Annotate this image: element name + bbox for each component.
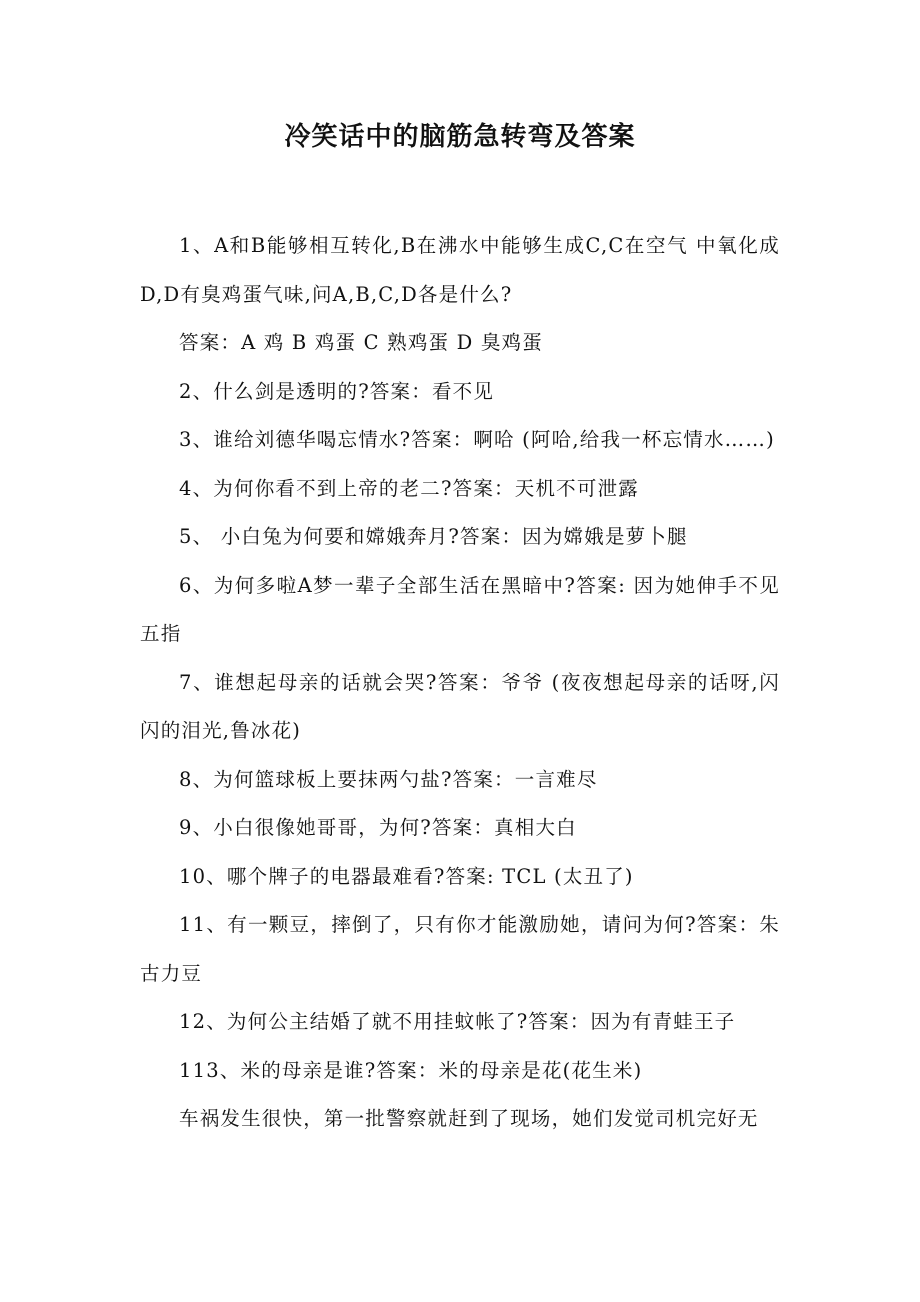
paragraph-7: 7、谁想起母亲的话就会哭?答案：爷爷 (夜夜想起母亲的话呀,闪闪的泪光,鲁冰花) — [140, 670, 780, 742]
paragraph-1: 1、A和B能够相互转化,B在沸水中能够生成C,C在空气 中氧化成D,D有臭鸡蛋气味,问A,B,C,D各是什么? — [140, 234, 780, 306]
paragraph-10: 10、哪个牌子的电器最难看?答案: TCL (太丑了) — [179, 864, 634, 888]
paragraph-11: 11、有一颗豆，摔倒了，只有你才能激励她，请问为何?答案：朱古力豆 — [140, 913, 780, 985]
paragraph-5: 5、 小白兔为何要和嫦娥奔月?答案：因为嫦娥是萝卜腿 — [179, 525, 688, 548]
paragraph-12: 12、为何公主结婚了就不用挂蚊帐了?答案：因为有青蛙王子 — [179, 1010, 736, 1033]
paragraph-2: 2、什么剑是透明的?答案：看不见 — [179, 379, 495, 403]
paragraph-1-answer: 答案：A 鸡 B 鸡蛋 C 熟鸡蛋 D 臭鸡蛋 — [179, 331, 543, 354]
paragraph-3: 3、谁给刘德华喝忘情水?答案：啊哈 (阿哈,给我一杯忘情水……) — [179, 428, 775, 451]
paragraph-8: 8、为何篮球板上要抹两勺盐?答案：一言难尽 — [179, 767, 598, 791]
document-body — [140, 222, 780, 1144]
paragraph-9: 9、小白很像她哥哥，为何?答案：真相大白 — [179, 816, 577, 839]
paragraph-6: 6、为何多啦A梦一辈子全部生活在黑暗中?答案: 因为她伸手不见五指 — [140, 573, 780, 645]
paragraph-story: 车祸发生很快，第一批警察就赶到了现场，她们发觉司机完好无 — [179, 1107, 759, 1130]
paragraph-113: 113、米的母亲是谁?答案：米的母亲是花(花生米) — [179, 1058, 643, 1082]
paragraph-4: 4、为何你看不到上帝的老二?答案：天机不可泄露 — [179, 476, 639, 500]
document-title: 冷笑话中的脑筋急转弯及答案 — [284, 122, 636, 152]
